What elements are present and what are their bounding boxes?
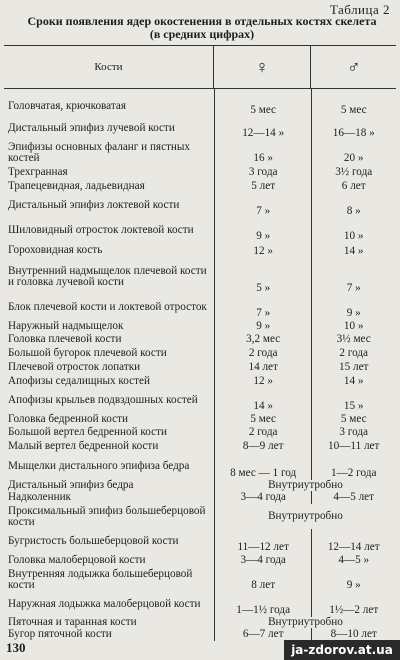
bone-name: Большой бугорок плечевой кости [8,346,167,359]
site-watermark: ja-zdorov.at.ua [284,640,400,660]
male-age-cell: 3½ мес [336,333,371,345]
female-age-cell: 12—14 » [242,127,285,139]
bone-name: Дистальный эпифиз бедра [8,479,134,491]
table-row [4,218,396,243]
male-age-cell: 1½—2 лет [329,604,379,616]
bone-name: Апофизы седалищных костей [8,374,150,387]
merged-age-cell: Внутриутробно [215,617,396,628]
bone-name: Дистальный эпифиз локтевой кости [8,199,180,211]
bone-name: Головчатая, крючковатая [8,99,126,112]
table-row [4,439,396,453]
male-age-cell: 5 мес [340,413,367,425]
female-age-cell: 1—1½ года [236,604,291,616]
column-bones: Кости [94,61,123,73]
male-age-cell: 2 года [339,347,369,359]
male-age-cell: 14 » [343,245,364,257]
female-age-cell: 9 » [256,230,271,242]
merged-age-cell: Внутриутробно [215,480,396,491]
table-row [4,413,396,426]
bone-name: Внутренняя лодыжка большеберцовой кости [8,567,193,591]
table-row [4,554,396,567]
table-row [4,333,396,346]
bone-name: Блок плечевой кости и локтевой отросток [8,301,207,313]
female-age-cell: 8 мес — 1 год [230,467,297,479]
female-age-cell: 12 » [253,375,273,387]
bone-name: Большой вертел бедренной кости [8,426,167,438]
table-row [4,360,396,374]
male-age-cell: 16—18 » [332,127,375,139]
table-row [4,140,396,165]
table-row [4,388,396,413]
female-age-cell: 2 года [248,426,278,438]
table-number: Таблица 2 [329,2,390,17]
female-age-cell: 3 года [248,166,278,178]
male-age-cell: 3½ года [335,166,373,178]
table-row [4,567,396,592]
male-age-cell: 5 мес [340,104,367,116]
female-age-cell: 2 года [248,347,278,359]
bone-name: Наружная лодыжка малоберцовой кости [8,598,201,610]
bone-name: Бугристость большеберцовой кости [8,535,179,547]
female-age-cell: 12 » [253,245,273,257]
female-age-cell: 16 » [253,152,273,164]
table-row [4,529,396,554]
table-row [4,165,396,179]
male-age-cell: 14 » [343,375,364,387]
table-row [4,95,396,117]
female-age-cell: 7 » [256,205,271,217]
bone-name: Дистальный эпифиз лучевой кости [8,122,175,134]
table-row [4,491,396,504]
female-age-cell: 8 лет [251,579,276,591]
bone-name: Трапецевидная, ладьевидная [8,179,145,192]
merged-age-cell: Внутриутробно [215,504,396,529]
table-row [4,179,396,193]
bone-name: Мыщелки дистального эпифиза бедра [8,460,190,472]
male-age-cell: 8—10 лет [330,628,377,640]
table-row [4,258,396,295]
female-age-cell: 5 » [256,282,271,294]
female-age-cell: 14 » [253,400,273,412]
male-age-cell: 9 » [346,579,361,591]
table-row [4,117,396,140]
female-age-cell: 3—4 года [240,491,286,503]
bone-name: Гороховидная кость [8,244,103,256]
bone-name: Бугор пяточной кости [8,628,112,640]
male-age-cell: 10 » [343,230,364,242]
table-row [4,374,396,388]
male-age-cell: 4—5 лет [333,491,375,503]
bone-name: Головка бедренной кости [8,413,128,425]
table-caption [10,15,394,41]
male-age-cell: 1—2 года [331,467,377,479]
female-age-cell: 6—7 лет [242,628,284,640]
table-row [4,480,396,491]
female-age-cell: 3,2 мес [246,333,281,345]
bone-name: Пяточная и таранная кости [8,616,137,628]
table-row [4,295,396,320]
female-age-cell: 7 » [256,307,271,319]
ossification-table [4,45,396,641]
male-age-cell: 20 » [343,152,364,164]
table-row [4,243,396,258]
table-row [4,426,396,439]
page-number: 130 [6,640,26,655]
bone-name: Проксимальный эпифиз большеберцовой кости [8,504,206,528]
female-age-cell: 14 лет [248,361,278,373]
female-age-cell: 9 » [256,320,271,332]
male-age-cell: 8 » [346,205,361,217]
female-age-cell: 11—12 лет [237,541,289,553]
female-age-cell: 3—4 года [240,554,286,566]
male-age-cell: 6 лет [341,180,366,192]
table-header [4,46,396,89]
table-body [4,89,396,641]
male-age-cell: 10—11 лет [328,440,380,452]
caption-line-2: (в средних цифрах) [149,27,255,41]
bone-name: Шиловидный отросток локтевой кости [8,224,194,236]
female-age-cell: 5 мес [250,413,277,425]
male-age-cell: 10 » [343,320,364,332]
bone-name: Трехгранная [8,165,68,178]
male-age-cell: 15 » [343,400,364,412]
caption-line-1: Сроки появления ядер окостенения в отдельных костях скелета [27,14,377,28]
table-row [4,617,396,628]
male-age-cell: 7 » [346,282,361,294]
female-age-cell: 5 мес [250,104,277,116]
table-row [4,504,396,529]
table-row [4,320,396,333]
table-row [4,453,396,480]
male-age-cell: 4—5 » [338,554,370,566]
bone-name: Внутренний надмыщелок плечевой кости и головка лучевой кости [8,264,207,288]
table-row [4,346,396,360]
male-age-cell: 15 лет [339,361,369,373]
column-female-symbol: ♀ [213,46,311,88]
male-age-cell: 9 » [346,307,361,319]
bone-name: Головка малоберцовой кости [8,554,146,566]
table-row [4,193,396,218]
table-row [4,592,396,617]
female-age-cell: 5 лет [251,180,276,192]
column-male-symbol: ♂ [310,46,396,88]
bone-name: Головка плечевой кости [8,333,122,345]
bone-name: Эпифизы основных фаланг и пястных костей [8,140,191,164]
bone-name: Апофизы крыльев подвздошных костей [8,394,198,406]
bone-name: Надколенник [8,491,71,503]
bone-name: Малый вертел бедренной кости [8,439,159,452]
bone-name: Наружный надмыщелок [8,320,124,332]
female-age-cell: 8—9 лет [242,440,284,452]
bone-name: Плечевой отросток лопатки [8,360,141,373]
male-age-cell: 12—14 лет [327,541,380,553]
male-age-cell: 3 года [339,426,369,438]
